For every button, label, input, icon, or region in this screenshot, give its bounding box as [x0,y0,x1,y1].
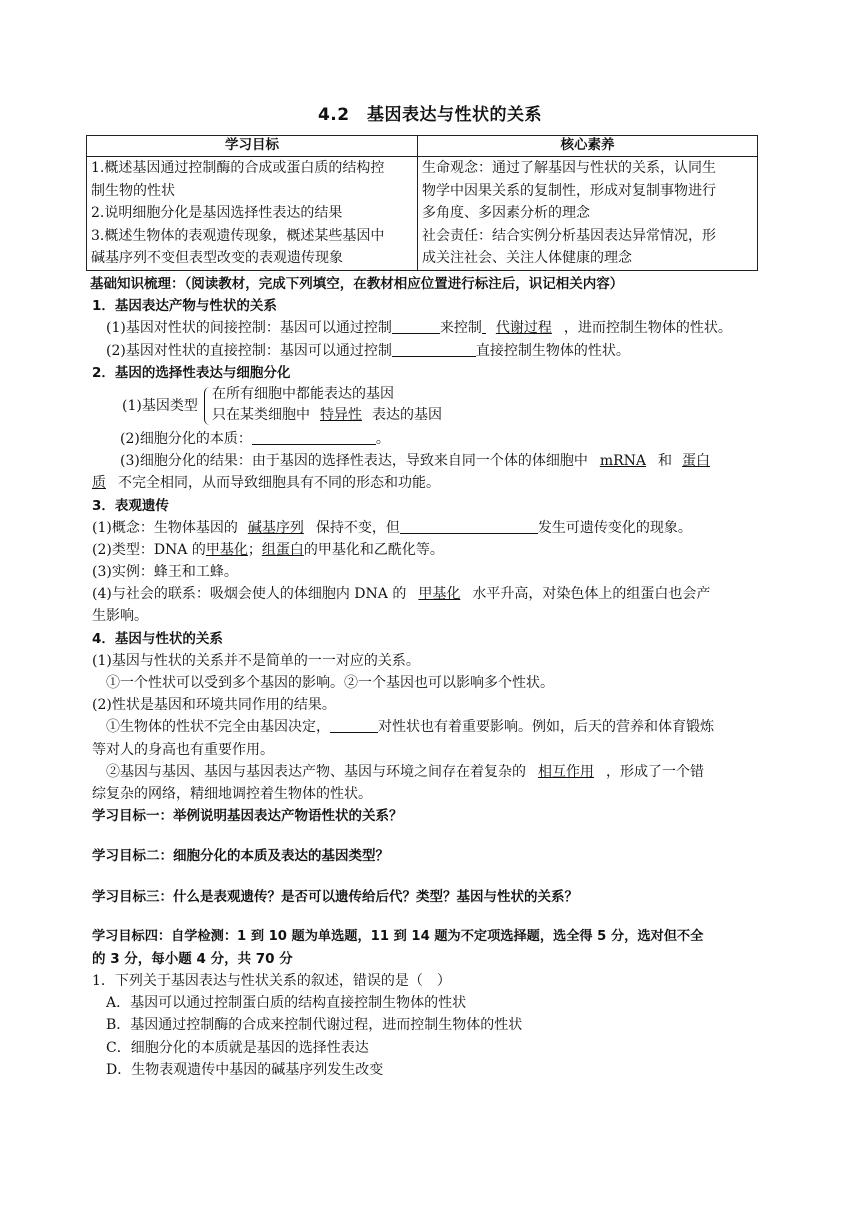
objectives-table [86,135,758,271]
content-body [92,273,772,1081]
goal-line: 1.概述基因通过控制酶的合成或蛋白质的结构控 [91,160,385,176]
s4-line-3: (2)性状是基因和环境共同作用的结果。 [92,697,336,714]
fill-blank[interactable] [400,518,538,534]
option-d[interactable]: D．生物表观遗传中基因的碱基序列发生改变 [106,1061,384,1078]
core-literacy-cell [418,157,758,271]
learning-goals-cell [87,157,418,271]
goal-4-line-2: 的 3 分，每小题 4 分，共 70 分 [92,950,293,967]
s1-line-2: (2)基因对性状的直接控制：基因可以通过控制 直接控制生物体的性状。 [106,342,630,359]
s3-line-4: (4)与社会的联系：吸烟会使人的体细胞内 DNA 的 甲基化 水平升高，对染色体上的组蛋白也会产 [92,586,711,603]
s1-line-1: (1)基因对性状的间接控制：基因可以通过控制 来控制 代谢过程 ，进而控制生物体的性状。 [106,320,732,337]
answer-text: 特异性 [320,406,362,423]
goal-3: 学习目标三：什么是表观遗传？是否可以遗传给后代？类型？基因与性状的关系？ [92,888,578,905]
option-c[interactable]: C．细胞分化的本质就是基因的选择性表达 [106,1039,369,1056]
section-1-heading: 1．基因表达产物与性状的关系 [92,298,277,315]
section-3-heading: 3．表观遗传 [92,497,169,514]
literacy-line: 成关注社会、关注人体健康的理念 [422,250,632,266]
goal-line: 2.说明细胞分化是基因选择性表达的结果 [91,205,343,221]
option-b[interactable]: B．基因通过控制酶的合成来控制代谢过程，进而控制生物体的性状 [106,1017,523,1034]
gene-type-item: 在所有细胞中都能表达的基因 [212,385,394,402]
answer-text: 质 [92,475,106,492]
header-core-literacy: 核心素养 [418,136,758,157]
s2-line-3: (3)细胞分化的结果：由于基因的选择性表达，导致来自同一个体的体细胞中 mRNA 和 蛋白 [120,453,711,470]
gene-type-label: (1)基因类型 [122,397,198,414]
header-learning-goals: 学习目标 [87,136,418,157]
goal-line: 碱基序列不变但表型改变的表观遗传现象 [91,250,343,266]
answer-text: 相互作用 [538,763,594,780]
question-stem: 1．下列关于基因表达与性状关系的叙述，错误的是（ ） [92,973,451,990]
literacy-line: 社会责任：结合实例分析基因表达异常情况，形 [422,227,716,244]
intro-heading: 基础知识梳理：（阅读教材，完成下列填空，在教材相应位置进行标注后，识记相关内容） [90,276,624,292]
goal-line: 制生物的性状 [91,182,175,199]
s4-line-7: 综复杂的网络，精细地调控着生物体的性状。 [92,785,372,802]
answer-text: 碱基序列 [247,519,304,536]
literacy-line: 物学中因果关系的复制性，形成对复制事物进行 [422,182,716,199]
goal-2: 学习目标二：细胞分化的本质及表达的基因类型？ [92,848,389,865]
goal-line: 3.概述生物体的表观遗传现象，概述某些基因中 [91,227,385,244]
answer-text: 甲基化 [418,586,461,603]
fill-blank[interactable] [330,717,378,733]
page-title: 4.2 基因表达与性状的关系 [317,105,543,125]
gene-type-brace [92,384,772,428]
s3-line-1: (1)概念：生物体基因的 碱基序列 保持不变，但 发生可遗传变化的现象。 [92,519,692,536]
s4-line-5: 等对人的身高也有重要作用。 [92,741,274,758]
option-a[interactable]: A．基因可以通过控制蛋白质的结构直接控制生物体的性状 [106,995,467,1012]
gene-type-item: 只在某类细胞中 特异性 表达的基因 [212,406,442,423]
s3-line-2: (2)类型：DNA 的甲基化；组蛋白的甲基化和乙酰化等。 [92,541,444,558]
fill-blank[interactable] [392,318,440,334]
goal-1: 学习目标一：举例说明基因表达产物语性状的关系？ [92,808,403,825]
literacy-line: 生命观念：通过了解基因与性状的关系，认同生 [422,160,716,176]
s3-line-3: (3)实例：蜂王和工蜂。 [92,564,238,581]
answer-text: 甲基化 [205,541,248,558]
s4-line-2: ①一个性状可以受到多个基因的影响。②一个基因也可以影响多个性状。 [106,675,554,691]
s3-line-5: 生影响。 [92,608,148,625]
answer-text: 蛋白 [682,453,711,470]
s4-line-4: ①生物体的性状不完全由基因决定， 对性状也有着重要影响。例如，后天的营养和体育锻炼 [106,719,714,736]
answer-text: mRNA [599,453,647,470]
s4-line-6: ②基因与基因、基因与基因表达产物、基因与环境之间存在着复杂的 相互作用 ，形成了一个错 [106,763,704,780]
s4-line-1: (1)基因与性状的关系并不是简单的一一对应的关系。 [92,652,420,669]
section-2-heading: 2．基因的选择性表达与细胞分化 [92,364,291,381]
fill-blank[interactable] [392,341,476,357]
section-4-heading: 4．基因与性状的关系 [92,630,223,647]
s2-line-2: (2)细胞分化的本质： 。 [120,430,390,447]
s2-line-4: 质 不完全相同，从而导致细胞具有不同的形态和功能。 [92,475,440,492]
answer-text: 组蛋白 [261,541,304,558]
fill-blank[interactable] [252,429,376,445]
answer-text: 代谢过程 [495,320,552,337]
literacy-line: 多角度、多因素分析的理念 [422,205,590,221]
goal-4-line-1: 学习目标四：自学检测：1 到 10 题为单选题，11 到 14 题为不定项选择题，选全得 5 分，选对但不全 [92,928,704,944]
